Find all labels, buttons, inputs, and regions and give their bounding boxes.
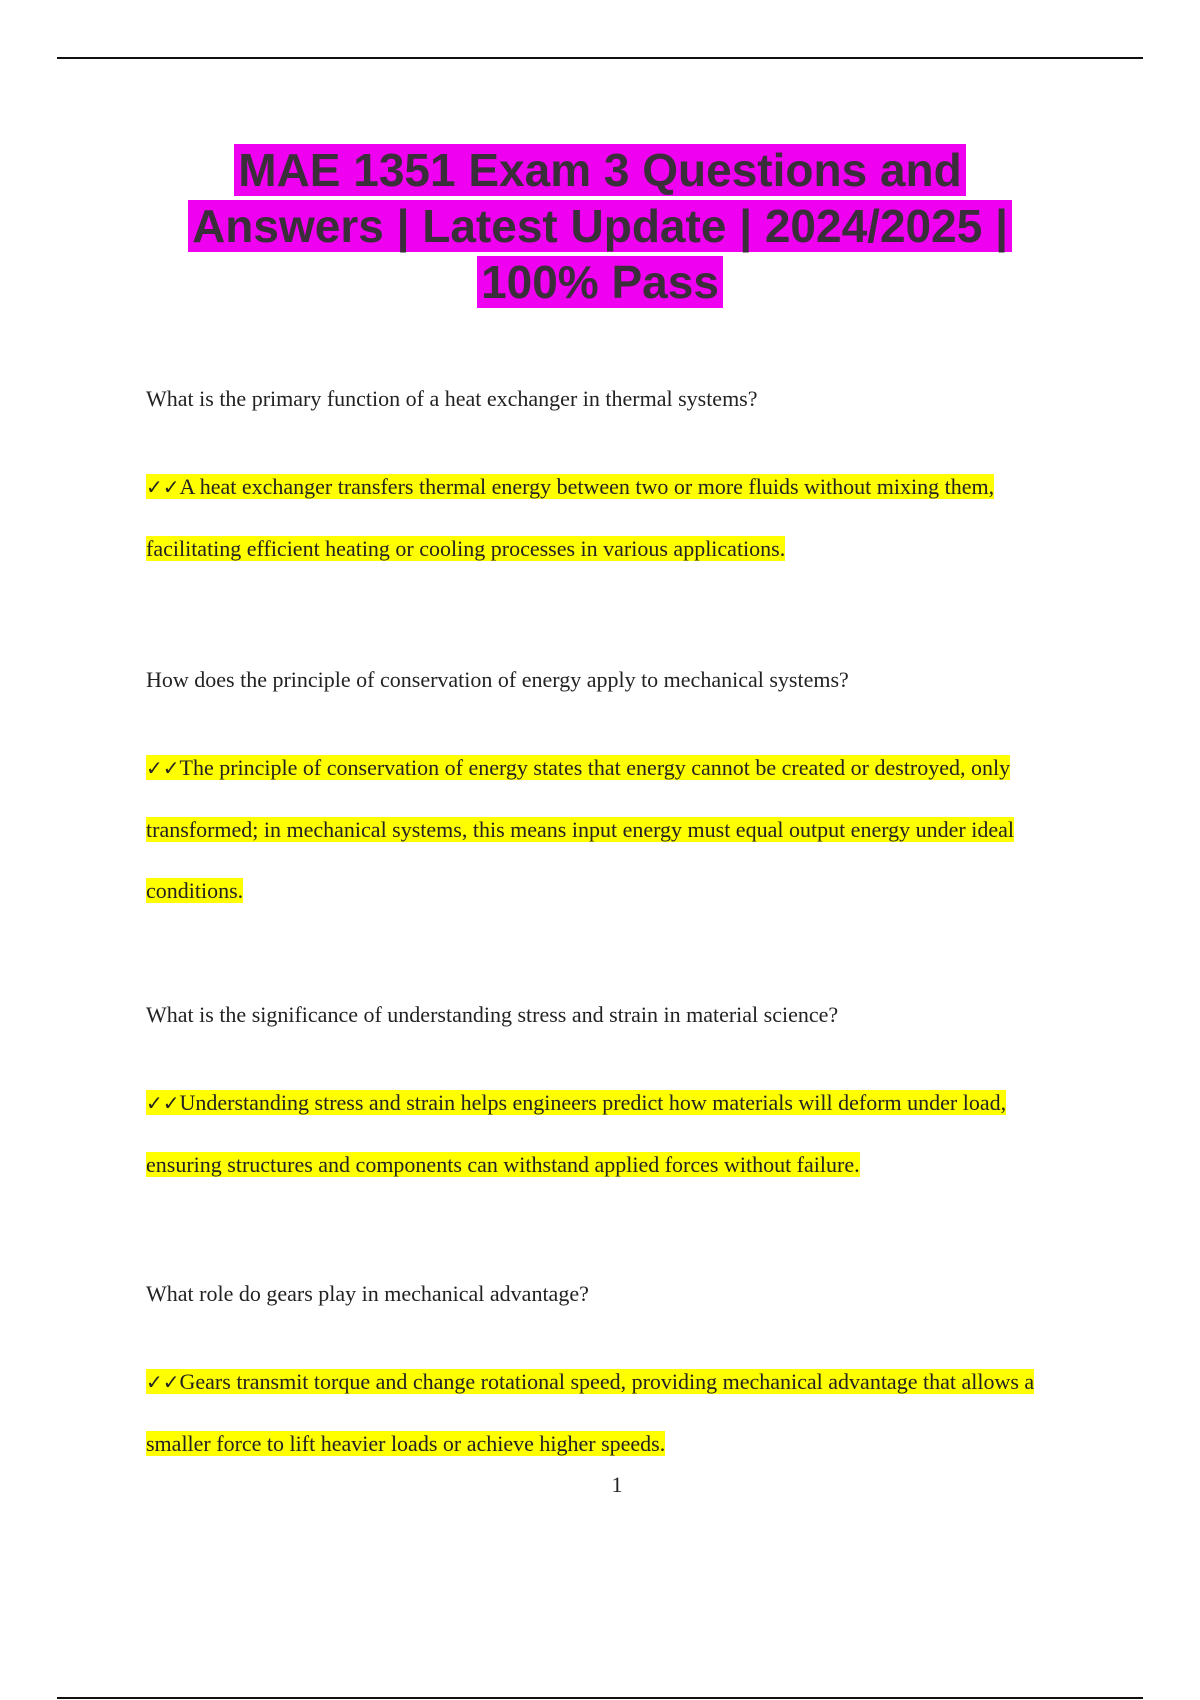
question-3: What is the significance of understanding stress and strain in material science? [146,1002,839,1027]
qa-item-1 [146,384,1086,579]
question-2: How does the principle of conservation of energy apply to mechanical systems? [146,667,849,692]
page-number: 1 [611,1472,623,1497]
title-line-3: 100% Pass [477,256,723,308]
check-mark-icon: ✓✓ [146,1370,180,1394]
answer-1-text: A heat exchanger transfers thermal energy between two or more fluids without mixing them, facilitating efficient heating or cooling processes in various applications. [146,474,995,561]
title-line-2: Answers | Latest Update | 2024/2025 | [188,200,1012,252]
qa-item-3 [146,1000,1086,1195]
check-mark-icon: ✓✓ [146,475,180,499]
answer-2-text: The principle of conservation of energy states that energy cannot be created or destroyed, only transformed; in mechanical systems, this means input energy must equal output energy under ideal conditions. [146,755,1014,903]
document-title [100,142,1100,310]
check-mark-icon: ✓✓ [146,1091,180,1115]
question-4: What role do gears play in mechanical advantage? [146,1281,589,1306]
answer-4-text: Gears transmit torque and change rotational speed, providing mechanical advantage that allows a smaller force to lift heavier loads or achieve higher speeds. [146,1369,1035,1456]
answer-3 [146,1072,1086,1195]
question-1: What is the primary function of a heat exchanger in thermal systems? [146,386,758,411]
answer-3-text: Understanding stress and strain helps engineers predict how materials will deform under load, ensuring structures and components can withstand applied forces without failure. [146,1090,1007,1177]
qa-item-2 [146,665,1086,921]
title-line-1: MAE 1351 Exam 3 Questions and [234,144,966,196]
answer-4 [146,1351,1086,1474]
answer-1 [146,456,1086,579]
bottom-rule [57,1697,1143,1699]
answer-2 [146,737,1086,921]
qa-item-4 [146,1279,1086,1474]
check-mark-icon: ✓✓ [146,756,180,780]
top-rule [57,57,1143,59]
